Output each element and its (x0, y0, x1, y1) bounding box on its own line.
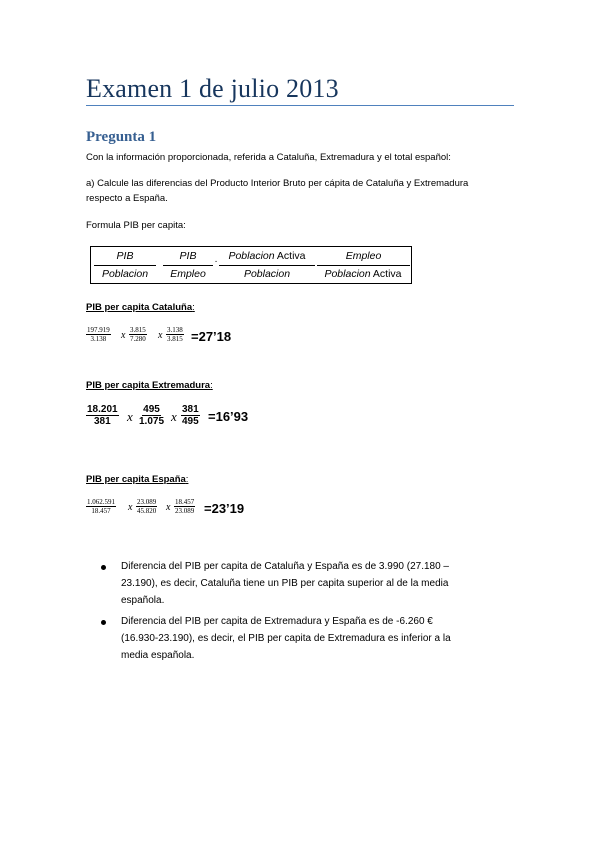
espana-heading (86, 474, 188, 485)
formula-4-denominator-italic: Poblacion (324, 268, 371, 280)
question-a-line1: a) Calcule las diferencias del Producto Interior Bruto per cápita de Cataluña y Extremadura (86, 178, 469, 189)
cataluna-result: =27’18 (191, 329, 232, 344)
formula-3-numerator (219, 250, 315, 262)
espana-heading-text: PIB per capita España (86, 474, 186, 485)
fraction-bar (219, 265, 315, 266)
extremadura-fraction-2 (138, 405, 165, 428)
fraction-denominator: 3.815 (167, 335, 183, 343)
fraction-numerator: 18.201 (87, 404, 118, 415)
bullet-line: española. (121, 595, 165, 606)
espana-result: =23’19 (204, 501, 245, 516)
bullet-line: Diferencia del PIB per capita de Cataluña y España es de 3.990 (27.180 – (121, 561, 449, 572)
formula-4-numerator: Empleo (345, 250, 382, 262)
cataluna-heading (86, 302, 195, 313)
question-a-line2: respecto a España. (86, 193, 168, 204)
espana-fraction-1 (86, 499, 116, 515)
formula-1-numerator: PIB (116, 250, 134, 262)
fraction-denominator: 1.075 (139, 416, 165, 427)
bullet-item-extremadura (121, 613, 501, 664)
extremadura-result: =16’93 (208, 409, 249, 424)
times-symbol: x (121, 330, 126, 341)
fraction-denominator: 495 (182, 416, 199, 427)
fraction-numerator: 18.457 (175, 498, 195, 506)
formula-4-denominator (313, 268, 413, 280)
espana-fraction-2 (136, 499, 157, 515)
bullet-dot (101, 620, 106, 625)
fraction-numerator: 3.815 (130, 326, 146, 334)
fraction-numerator: 1.062.591 (87, 498, 115, 506)
formula-4-denominator-rest: Activa (370, 268, 402, 280)
espana-heading-colon: : (185, 474, 189, 485)
cataluna-fraction-3 (166, 327, 184, 343)
page-title: Examen 1 de julio 2013 (86, 74, 339, 103)
fraction-denominator: 7.280 (130, 335, 146, 343)
fraction-numerator: 495 (143, 404, 160, 415)
bullet-line: media española. (121, 650, 195, 661)
fraction-bar (94, 265, 156, 266)
extremadura-heading-text: PIB per capita Extremadura (86, 380, 211, 391)
intro-text: Con la información proporcionada, referida a Cataluña, Extremadura y el total español: (86, 152, 451, 163)
fraction-numerator: 197.919 (87, 326, 110, 334)
extremadura-heading (86, 380, 213, 391)
multiply-dot: · (214, 256, 218, 267)
times-symbol: x (128, 502, 133, 513)
fraction-denominator: 23.089 (175, 507, 195, 515)
fraction-numerator: 381 (182, 404, 199, 415)
formula-2-denominator: Empleo (170, 268, 206, 280)
fraction-denominator: 3.138 (90, 335, 107, 343)
formula-3-denominator: Poblacion (243, 268, 291, 280)
bullet-item-cataluna (121, 558, 501, 609)
cataluna-fraction-2 (129, 327, 147, 343)
formula-1-denominator: Poblacion (101, 268, 149, 280)
fraction-bar (317, 265, 410, 266)
section-heading: Pregunta 1 (86, 129, 157, 145)
fraction-denominator: 18.457 (91, 507, 111, 515)
formula-label: Formula PIB per capita: (86, 220, 186, 231)
extremadura-fraction-3 (181, 405, 200, 428)
fraction-numerator: 3.138 (167, 326, 183, 334)
cataluna-fraction-1 (86, 327, 111, 343)
bullet-dot (101, 565, 106, 570)
times-symbol: x (127, 409, 133, 424)
fraction-denominator: 45.820 (137, 507, 157, 515)
times-symbol: x (158, 330, 163, 341)
espana-fraction-3 (174, 499, 195, 515)
extremadura-heading-colon: : (210, 380, 213, 391)
times-symbol: x (171, 409, 177, 424)
fraction-numerator: 23.089 (137, 498, 157, 506)
fraction-bar (163, 265, 213, 266)
times-symbol: x (166, 502, 171, 513)
bullet-line: (16.930-23.190), es decir, el PIB per capita de Extremadura es inferior a la (121, 633, 451, 644)
cataluna-heading-text: PIB per capita Cataluña (86, 302, 193, 313)
bullet-line: Diferencia del PIB per capita de Extremadura y España es de -6.260 € (121, 616, 433, 627)
title-underline (86, 105, 514, 106)
formula-3-numerator-rest: Activa (274, 250, 306, 262)
formula-3-numerator-italic: Poblacion (228, 250, 275, 262)
extremadura-fraction-1 (86, 405, 119, 428)
cataluna-heading-colon: : (192, 302, 195, 313)
fraction-denominator: 381 (93, 416, 111, 427)
bullet-line: 23.190), es decir, Cataluña tiene un PIB per capita superior al de la media (121, 578, 449, 589)
formula-box (90, 246, 412, 284)
formula-2-numerator: PIB (179, 250, 197, 262)
